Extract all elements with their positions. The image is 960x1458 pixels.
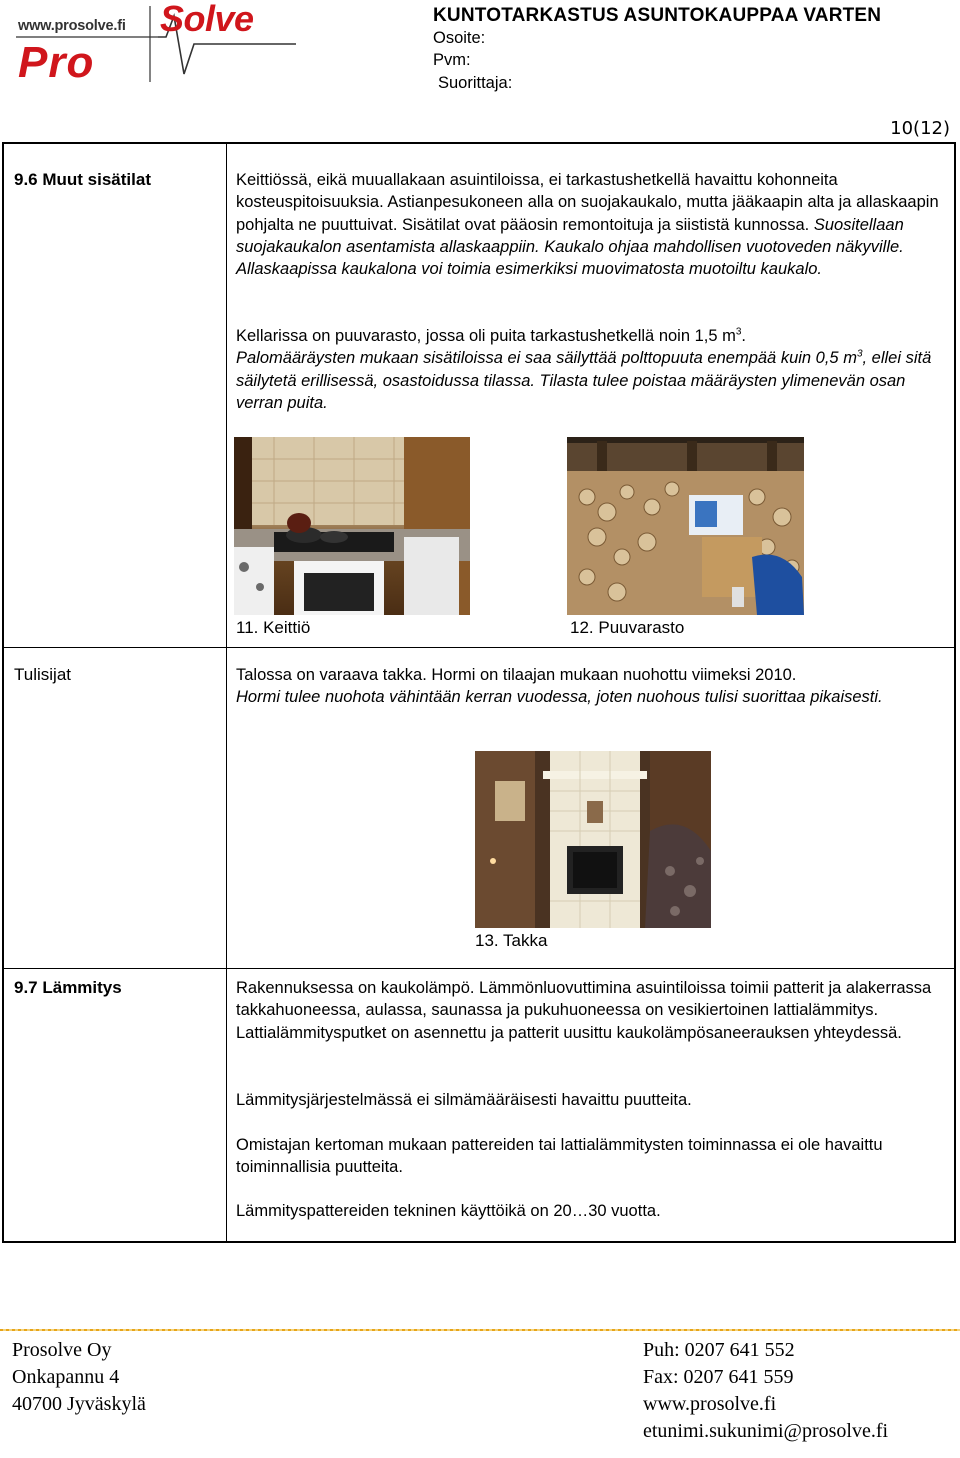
muut-p2-end: .	[741, 327, 747, 345]
caption-kitchen: 11. Keittiö	[236, 618, 311, 637]
muut-p2-text: Kellarissa on puuvarasto, jossa oli puita tarkastushetkellä noin 1,5 m	[236, 327, 736, 345]
caption-woodshed: 12. Puuvarasto	[570, 618, 685, 637]
company-logo	[8, 0, 298, 87]
footer-website-link[interactable]: www.prosolve.fi	[643, 1393, 777, 1415]
muut-p2-fire-b: , ellei sitä säilytetä erillisessä, osastoidussa tilassa. Tilasta tulee poistaa määräysten ylimenevän osan verran puita.	[236, 349, 932, 412]
fireplace-photo	[475, 751, 711, 928]
section-label-lammitys: 9.7 Lämmitys	[14, 978, 122, 997]
logo-url: www.prosolve.fi	[18, 18, 126, 34]
lammitys-paragraph-2: Lämmitysjärjestelmässä ei silmämääräisesti havaittu puutteita.	[236, 1091, 692, 1109]
fireplace-photo-image	[475, 751, 711, 928]
footer-email-link[interactable]: etunimi.sukunimi@prosolve.fi	[643, 1420, 889, 1442]
date-label: Pvm:	[433, 51, 471, 69]
muut-p1-recommendation: Suositellaan suojakaukalon asentamista allaskaappiin. Kaukalo ohjaa mahdollisen vuotoveden näkyville. Allaskaapissa kaukalona voi toimia esimerkiksi muovimatosta muotoiltu kaukalo.	[236, 215, 904, 279]
footer-company: Prosolve Oy	[12, 1339, 112, 1361]
lammitys-paragraph-3: Omistajan kertoman mukaan pattereiden tai lattialämmitysten toiminnassa ei ole havaittu toiminnallisia puutteita.	[236, 1136, 883, 1177]
row-divider-tulisijat	[4, 647, 954, 648]
woodshed-photo-image	[567, 437, 804, 615]
lammitys-paragraph-4: Lämmityspattereiden tekninen käyttöikä on 20…30 vuotta.	[236, 1202, 661, 1220]
document-title: KUNTOTARKASTUS ASUNTOKAUPPAA VARTEN	[433, 5, 882, 26]
column-divider	[226, 144, 227, 1241]
caption-fireplace: 13. Takka	[475, 931, 548, 950]
inspector-label: Suorittaja:	[438, 74, 513, 92]
logo-solve-text: Solve	[160, 0, 254, 39]
kitchen-photo	[234, 437, 470, 615]
muut-sisatilat-paragraph-1	[236, 169, 951, 280]
row-divider-lammitys	[4, 968, 954, 969]
muut-p1-text: Keittiössä, eikä muuallakaan asuintiloissa, ei tarkastushetkellä havaittu kohonneita kosteuspitoisuuksia. Astianpesukoneen alla on suojakaukalo, mutta jääkaapin alta ja allaskaapin pohjalta ne puuttuivat. Sisätilat ovat pääosin remontoituja ja siististä kunnossa.	[236, 171, 939, 234]
tulisijat-text: Talossa on varaava takka. Hormi on tilaajan mukaan nuohottu viimeksi 2010.	[236, 666, 797, 684]
section-label-muut-sisatilat: 9.6 Muut sisätilat	[14, 170, 151, 189]
tulisijat-paragraph	[236, 664, 951, 709]
muut-p2-fire-a: Palomääräysten mukaan sisätiloissa ei saa säilyttää polttopuuta enempää kuin 0,5 m	[236, 349, 857, 368]
address-label: Osoite:	[433, 29, 486, 47]
page-number: 10(12)	[890, 118, 950, 139]
footer-fax: Fax: 0207 641 559	[643, 1366, 794, 1388]
footer-phone: Puh: 0207 641 552	[643, 1339, 795, 1361]
woodshed-photo	[567, 437, 804, 615]
muut-p2-sup: 3	[735, 326, 742, 338]
tulisijat-recommendation: Hormi tulee nuohota vähintään kerran vuodessa, joten nuohous tulisi suorittaa pikaisesti.	[236, 688, 883, 707]
muut-p2-fire-sup: 3	[856, 348, 863, 360]
lammitys-paragraph-1: Rakennuksessa on kaukolämpö. Lämmönluovuttimina asuintiloissa toimii patterit ja alakerrassa takkahuoneessa, aulassa, saunassa ja pukuhuoneessa on vesikiertoinen lattialämmitys. Lattialämmitysputket on asennettu ja patterit uusittu kaukolämpösaneerauksen yhteydessä.	[236, 979, 932, 1042]
footer-city: 40700 Jyväskylä	[12, 1393, 146, 1415]
inspection-table	[2, 142, 956, 1243]
muut-sisatilat-paragraph-2	[236, 325, 951, 414]
logo-pro-text: Pro	[18, 38, 95, 87]
section-label-tulisijat: Tulisijat	[14, 665, 71, 684]
footer-street: Onkapannu 4	[12, 1366, 120, 1388]
kitchen-photo-image	[234, 437, 470, 615]
footer-divider	[0, 1329, 960, 1331]
